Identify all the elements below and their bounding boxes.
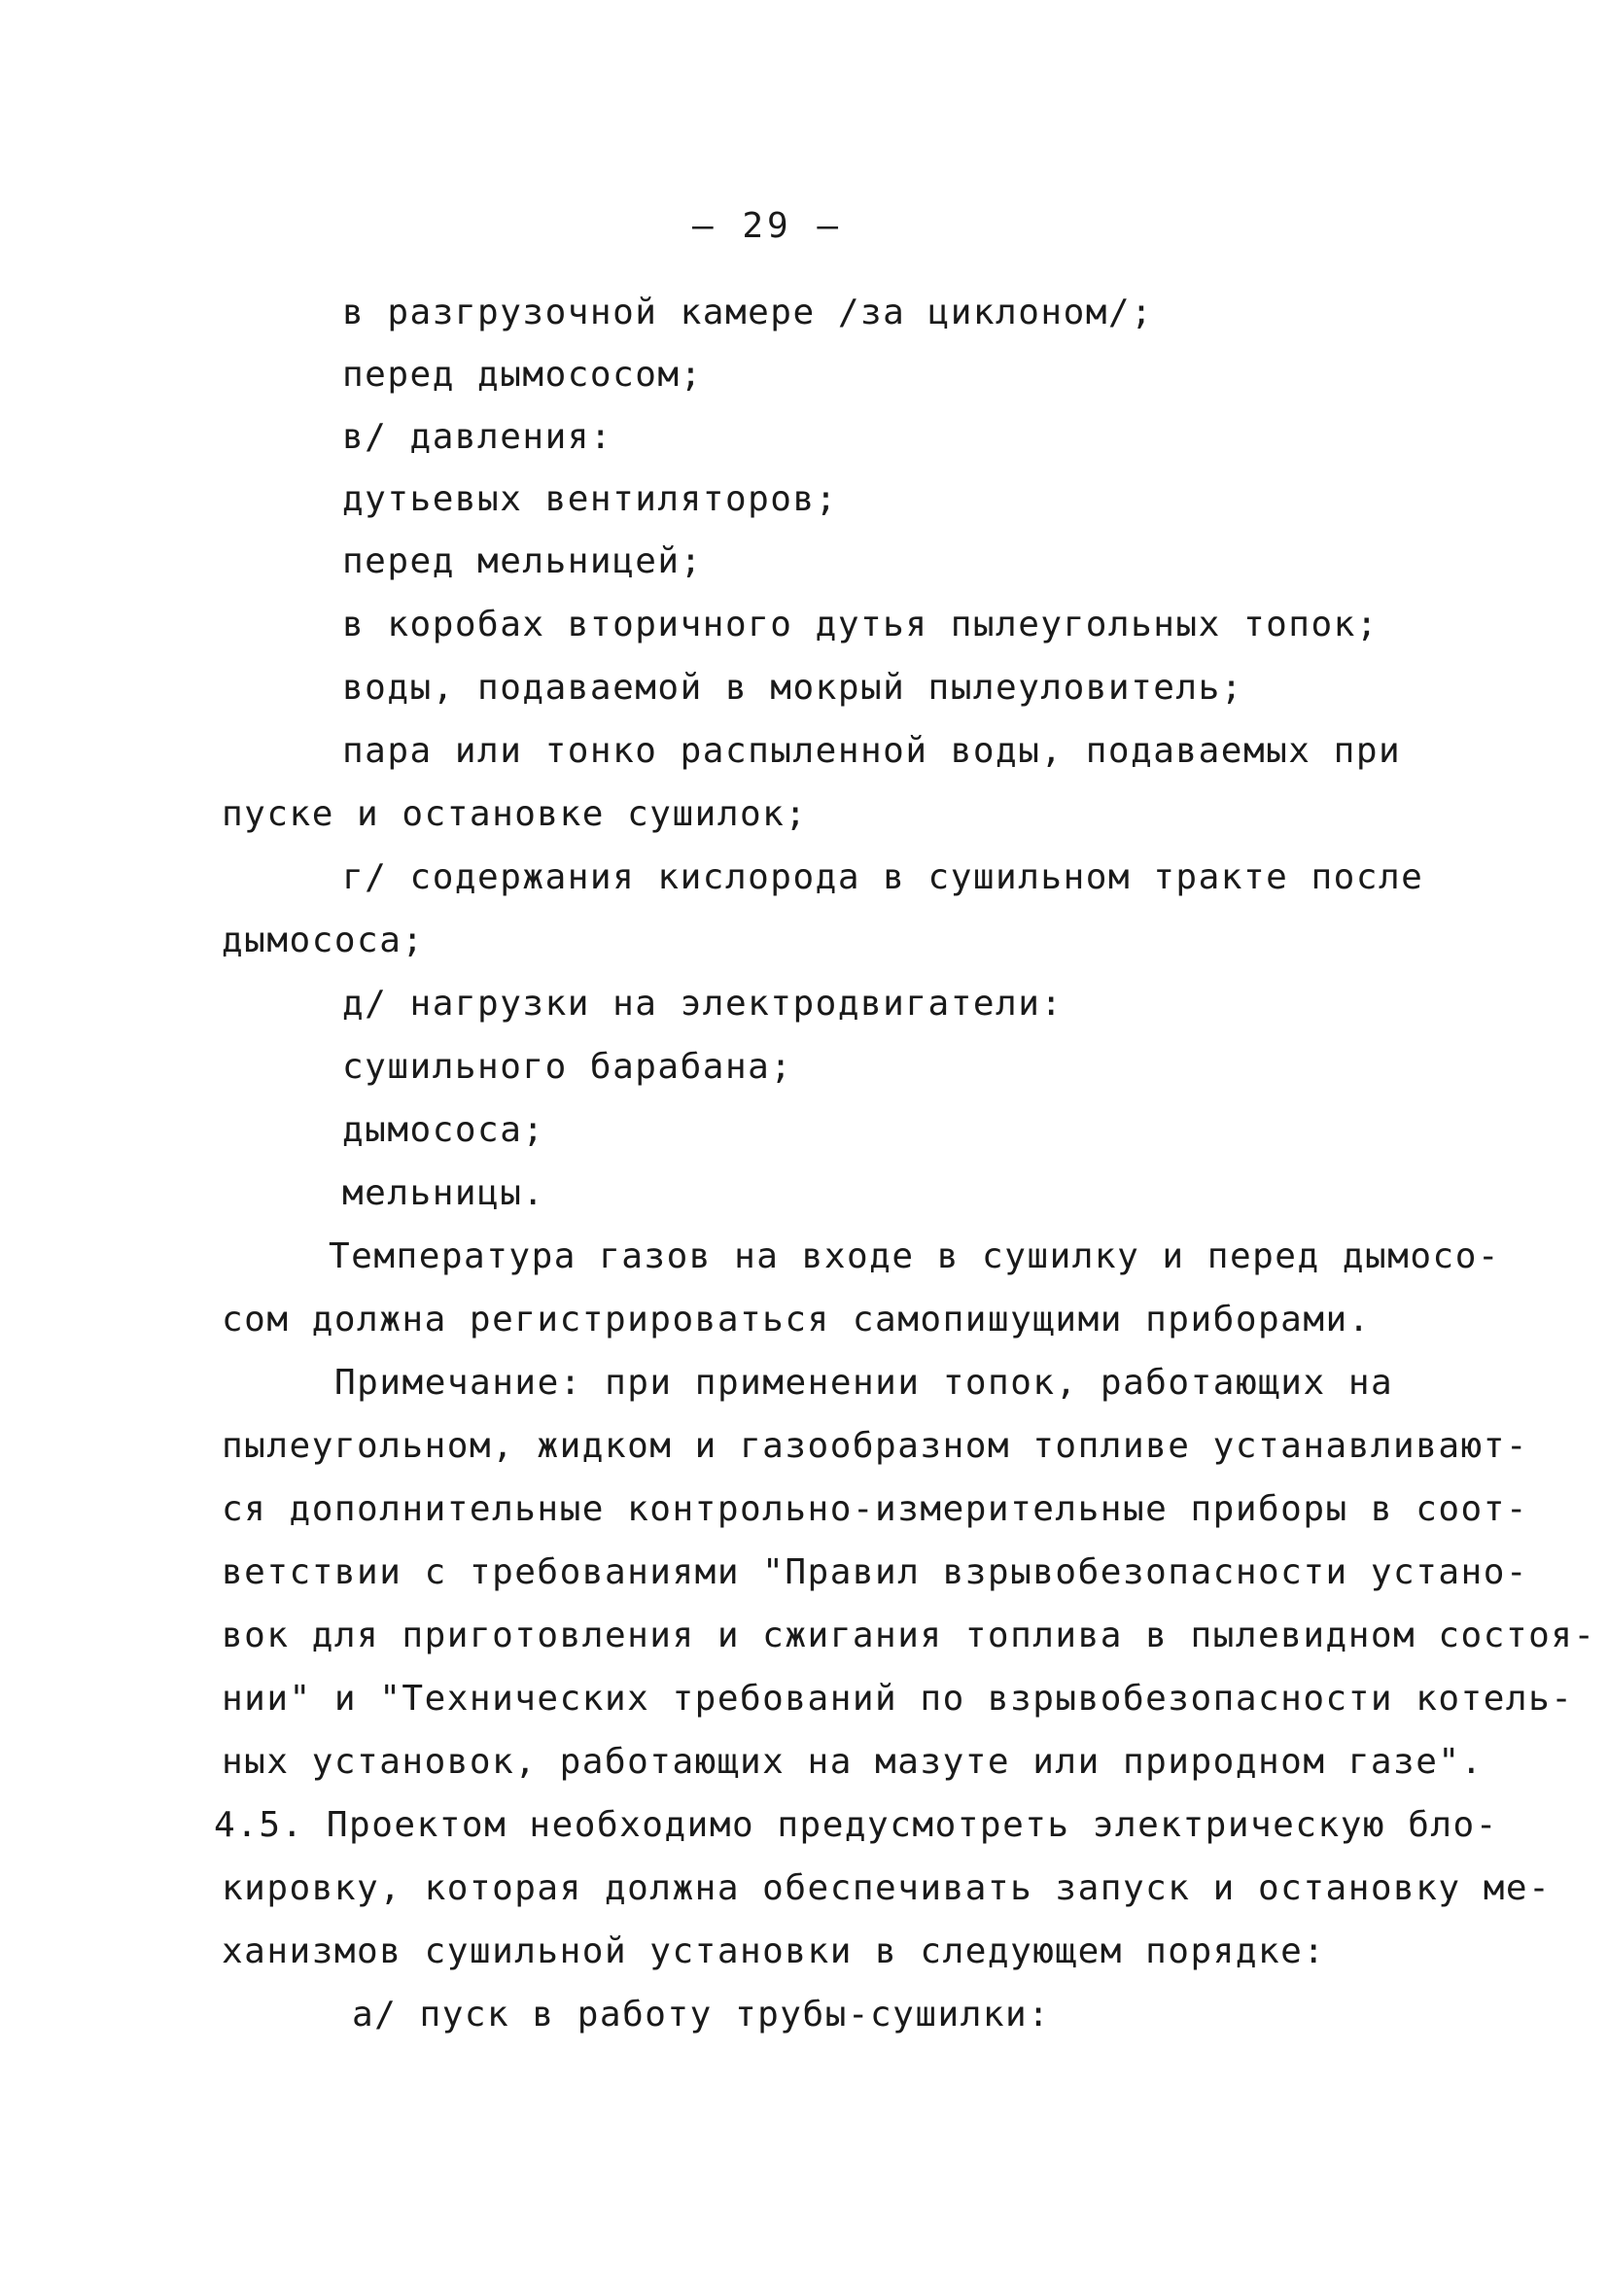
text-line: воды, подаваемой в мокрый пылеуловитель; bbox=[342, 668, 1243, 708]
text-line: пара или тонко распыленной воды, подаваемых при bbox=[342, 731, 1402, 771]
text-line: перед дымососом; bbox=[342, 355, 703, 395]
text-line: кировку, которая должна обеспечивать запуск и остановку ме- bbox=[222, 1868, 1552, 1908]
text-line: сушильного барабана; bbox=[342, 1047, 793, 1087]
text-line: в/ давления: bbox=[342, 417, 613, 457]
text-line: ся дополнительные контрольно-измерительные приборы в соот- bbox=[222, 1489, 1529, 1529]
text-line: мельницы. bbox=[342, 1173, 545, 1213]
text-line: перед мельницей; bbox=[342, 541, 703, 581]
text-line: а/ пуск в работу трубы-сушилки: bbox=[352, 1995, 1051, 2035]
text-line: сом должна регистрироваться самопишущими приборами. bbox=[222, 1300, 1371, 1339]
text-line: дымососа; bbox=[222, 921, 425, 960]
page-number: – 29 – bbox=[692, 206, 843, 246]
text-line: дымососа; bbox=[342, 1110, 545, 1150]
text-line: пылеугольном, жидком и газообразном топливе устанавливают- bbox=[222, 1426, 1529, 1466]
text-line: в коробах вторичного дутья пылеугольных топок; bbox=[342, 605, 1379, 644]
text-line: пуске и остановке сушилок; bbox=[222, 794, 808, 834]
text-line: Примечание: при применении топок, работающих на bbox=[334, 1363, 1394, 1403]
text-line: г/ содержания кислорода в сушильном тракте после bbox=[342, 857, 1424, 897]
text-line: в разгрузочной камере /за циклоном/; bbox=[342, 293, 1154, 332]
text-line: д/ нагрузки на электродвигатели: bbox=[342, 984, 1064, 1024]
text-line: нии" и "Технических требований по взрывобезопасности котель- bbox=[222, 1679, 1574, 1719]
text-line: ветствии с требованиями "Правил взрывобезопасности устано- bbox=[222, 1552, 1529, 1592]
text-line: вок для приготовления и сжигания топлива в пылевидном состоя- bbox=[222, 1616, 1596, 1655]
text-line: ханизмов сушильной установки в следующем порядке: bbox=[222, 1931, 1326, 1971]
text-line: Температура газов на входе в сушилку и перед дымосо- bbox=[329, 1236, 1501, 1276]
text-line: дутьевых вентиляторов; bbox=[342, 479, 838, 519]
text-line: ных установок, работающих на мазуте или природном газе". bbox=[222, 1742, 1484, 1782]
text-line: 4.5. Проектом необходимо предусмотреть электрическую бло- bbox=[214, 1805, 1498, 1845]
